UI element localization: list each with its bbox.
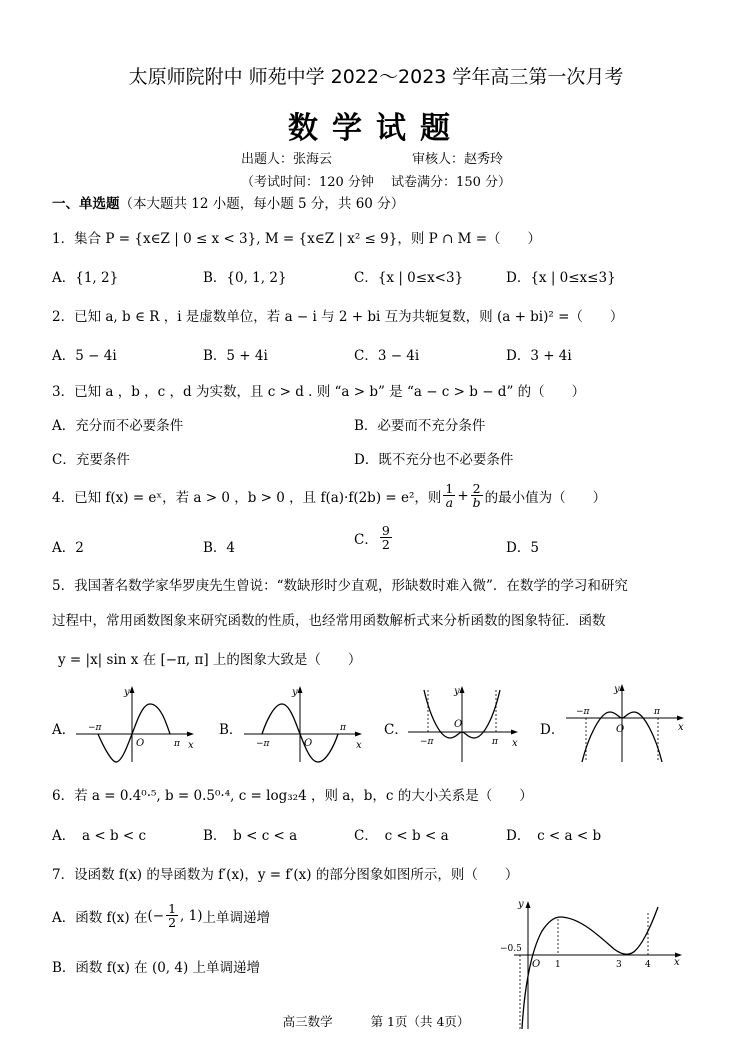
q4-plus: + [457, 487, 469, 504]
q7-opta-text-a: A．函数 f(x) 在 [52, 909, 148, 926]
q5-line-3: y = |x| sin x 在 [−π, π] 上的图象大致是（ ） [58, 652, 362, 668]
q5d-neg-pi: −π [576, 707, 590, 717]
q5a-origin: O [136, 738, 145, 749]
question-7 [52, 863, 518, 883]
q3-number: 3． [52, 384, 75, 400]
q4-option-d: D．5 [506, 540, 539, 556]
q1-option-d: D．{x | 0≤x≤3} [506, 270, 616, 286]
q7-stem: 设函数 f(x) 的导函数为 f′(x)，y = f′(x) 的部分图象如图所示，则（ ） [74, 867, 519, 883]
q6-stem: 若 a = 0.4⁰·⁵, b = 0.5⁰·⁴, c = log₃₂4 ，则 a，b，c 的大小关系是（ ） [74, 788, 533, 804]
q1-stem: 集合 P = {x∈Z | 0 ≤ x < 3}, M = {x∈Z | x² ≤ 9}，则 P ∩ M =（ ） [74, 231, 542, 247]
q5-label-d: D． [540, 722, 565, 738]
subject-title: 数学试题 [288, 111, 464, 146]
q7-opta-int-left: (− [147, 907, 165, 924]
q4-frac1-den: a [445, 495, 454, 511]
footer-page: 第 1页（共 4页） [370, 1014, 470, 1029]
exam-title: 太原师院附中 师苑中学 2022～2023 学年高三第一次月考 [128, 66, 624, 88]
q2-number: 2． [52, 309, 75, 325]
q1-number: 1． [52, 231, 75, 247]
q5d-y-label: y [614, 684, 620, 695]
q3-option-d: D．既不充分也不必要条件 [354, 452, 514, 468]
q3-option-b: B．必要而不充分条件 [354, 418, 486, 434]
q4-frac2-den: b [472, 495, 481, 511]
q5a-x-label: x [188, 740, 194, 751]
section-title: 一、单选题 [52, 196, 120, 212]
q4-stem-a: 已知 f(x) = eˣ，若 a > 0 ，b > 0 ，且 f(a)·f(2b) = e²，则 [74, 489, 442, 506]
q3-option-c: C．充要条件 [52, 452, 130, 468]
q3-option-a: A．充分而不必要条件 [52, 418, 184, 434]
q7g-y-label: y [518, 899, 524, 910]
q5c-origin: O [454, 719, 463, 730]
page-footer [0, 1012, 752, 1030]
q5d-x-label: x [678, 722, 684, 733]
q5-label-a: A． [52, 722, 76, 738]
q7-number: 7． [52, 867, 75, 883]
question-3 [52, 380, 585, 400]
q3-stem: 已知 a ，b ，c ，d 为实数，且 c > d . 则 “a > b” 是 “a − c > b − d” 的（ ） [74, 384, 586, 400]
q4-option-c-fraction [380, 524, 392, 551]
q4-frac1-num: 1 [445, 481, 454, 496]
reviewer-label: 审核人：赵秀玲 [412, 152, 504, 167]
q5c-pi: π [492, 737, 498, 747]
q7-opta-text-b: 上单调递增 [202, 909, 270, 926]
q5-graph-d [562, 682, 692, 766]
q6-option-b: B． b < c < a [203, 828, 298, 844]
q4-number: 4． [52, 489, 75, 506]
author-label: 出题人：张海云 [241, 152, 333, 167]
q5b-origin: O [304, 738, 313, 749]
q5-graph-a [70, 682, 200, 766]
q5b-pi: π [340, 723, 346, 733]
q6-number: 6． [52, 788, 75, 804]
q5-graph-b [238, 682, 368, 766]
q4-option-c-prefix: C． [354, 531, 378, 548]
q5b-neg-pi: −π [256, 739, 270, 749]
q2-stem: 已知 a, b ∈ R ，i 是虚数单位，若 a − i 与 2 + bi 互为共轭复数，则 (a + bi)² =（ ） [74, 309, 624, 325]
q7-opta-fraction [166, 902, 178, 929]
q5c-neg-pi: −π [420, 737, 434, 747]
section-desc: （本大题共 12 小题，每小题 5 分，共 60 分） [119, 196, 405, 212]
question-2 [52, 305, 623, 325]
q7-opta-frac-num: 1 [168, 901, 177, 916]
q4-fraction-2 [471, 482, 483, 509]
q5-line-2: 过程中，常用函数图象来研究函数的性质，也经常用函数解析式来分析函数的图象特征．函数 [52, 613, 606, 629]
q7g-tick-3: 3 [616, 960, 622, 970]
q1-option-c: C．{x | 0≤x<3} [354, 270, 464, 286]
q7g-x-label: x [674, 957, 680, 968]
exam-info: （考试时间：120 分钟 试卷满分：150 分） [240, 175, 512, 190]
q4-stem-b: 的最小值为（ ） [484, 489, 607, 506]
q7g-tick-1: 1 [555, 960, 561, 970]
q7-option-b: B．函数 f(x) 在 (0, 4) 上单调递增 [52, 960, 261, 976]
question-1 [52, 227, 541, 247]
q7g-origin: O [532, 959, 541, 970]
question-6 [52, 784, 533, 804]
q2-option-b: B．5 + 4i [203, 348, 268, 364]
q7g-neg-half: −0.5 [500, 944, 522, 954]
section-heading [52, 192, 404, 212]
q5-label-c: C． [384, 722, 408, 738]
q5b-x-label: x [356, 740, 362, 751]
q6-option-c: C． c < b < a [354, 828, 449, 844]
q5-line-1: 我国著名数学家华罗庚先生曾说：“数缺形时少直观，形缺数时难入微”．在数学的学习和研究 [74, 578, 628, 594]
q5d-origin: O [616, 724, 625, 735]
q7-opta-int-right: , 1) [180, 907, 203, 924]
q4-option-a: A．2 [52, 540, 84, 556]
q6-option-a: A． a < b < c [52, 828, 147, 844]
q5a-pi: π [174, 739, 180, 749]
q5-graph-c [404, 682, 524, 766]
q7-option-a [52, 902, 270, 929]
q5c-y-label: y [454, 686, 460, 697]
q5a-neg-pi: −π [88, 723, 102, 733]
q1-option-b: B．{0, 1, 2} [203, 270, 287, 286]
q5b-y-label: y [292, 687, 298, 698]
q7-opta-frac-den: 2 [168, 915, 177, 931]
q4-fraction-1 [443, 482, 455, 509]
q4-optc-num: 9 [381, 523, 390, 538]
q6-option-d: D． c < a < b [506, 828, 602, 844]
q5-number: 5． [52, 578, 75, 594]
q5c-x-label: x [512, 738, 518, 749]
q5-label-b: B． [219, 722, 243, 738]
footer-subject: 高三数学 [282, 1014, 333, 1029]
q5a-y-label: y [124, 687, 130, 698]
q4-option-c [354, 524, 394, 551]
q2-option-c: C．3 − 4i [354, 348, 420, 364]
q5d-pi: π [654, 707, 660, 717]
q4-frac2-num: 2 [472, 481, 481, 496]
question-5 [52, 574, 628, 594]
q2-option-a: A．5 − 4i [52, 348, 117, 364]
q1-option-a: A．{1, 2} [52, 270, 119, 286]
q4-optc-den: 2 [381, 537, 390, 553]
q2-option-d: D．3 + 4i [506, 348, 572, 364]
q7g-tick-4: 4 [645, 960, 651, 970]
question-4 [52, 482, 606, 509]
q4-option-b: B．4 [203, 540, 236, 556]
